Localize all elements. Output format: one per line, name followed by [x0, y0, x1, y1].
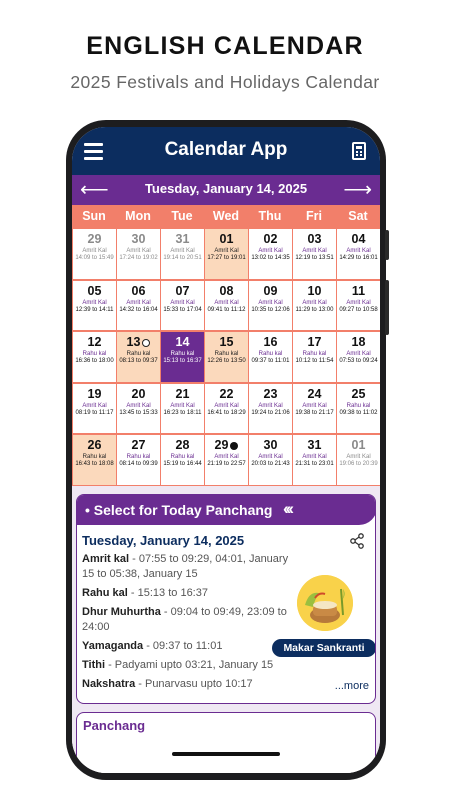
day-period-label: Amrit Kal: [346, 299, 371, 306]
day-period-time: 20:03 to 21:43: [251, 461, 290, 467]
calendar-day-cell[interactable]: [161, 229, 204, 279]
home-indicator[interactable]: [172, 752, 280, 756]
day-period-time: 14:32 to 16:04: [119, 306, 158, 313]
calendar-day-cell[interactable]: [73, 281, 116, 331]
panchang-section-card[interactable]: [76, 712, 376, 773]
calendar-day-cell[interactable]: [73, 384, 116, 434]
day-period-time: 19:06 to 20:39: [339, 461, 378, 467]
day-period-label: Amrit Kal: [170, 299, 195, 306]
panchang-item: Tithi - Padyami upto 03:21, January 15: [82, 659, 274, 671]
day-period-label: Rahu kal: [170, 454, 195, 460]
calendar-day-cell[interactable]: [117, 384, 160, 434]
day-period-time: 08:13 to 09:37: [119, 358, 158, 364]
day-period-time: 11:29 to 13:00: [295, 306, 334, 313]
day-period-time: 16:41 to 18:29: [207, 409, 246, 416]
day-number: 25: [351, 386, 366, 401]
day-period-time: 08:14 to 09:39: [119, 461, 158, 467]
more-link[interactable]: ...more: [334, 680, 369, 692]
day-period-time: 09:37 to 11:01: [251, 358, 290, 364]
arrow-left-icon[interactable]: ⟵: [80, 179, 109, 201]
day-number: 29: [205, 438, 248, 452]
day-period-time: 15:19 to 16:44: [163, 461, 202, 467]
calendar-day-cell[interactable]: [337, 229, 380, 279]
promo-title: ENGLISH CALENDAR: [86, 32, 364, 60]
app-bar: [72, 127, 380, 175]
day-period-label: Rahu kal: [82, 351, 107, 357]
day-period-label: Amrit Kal: [170, 248, 195, 254]
calendar-day-cell[interactable]: [161, 435, 204, 485]
day-number: 03: [307, 232, 322, 246]
calendar-day-cell[interactable]: [337, 384, 380, 434]
day-period-time: 12:19 to 13:51: [295, 255, 334, 261]
day-period-label: Amrit Kal: [82, 402, 107, 409]
calendar-day-cell[interactable]: [117, 435, 160, 485]
day-number: 01: [219, 232, 234, 246]
day-number: 12: [87, 335, 102, 349]
app-screen: [72, 127, 380, 773]
festival-badge[interactable]: Makar Sankranti: [272, 639, 376, 657]
day-period-time: 10:35 to 12:06: [251, 306, 290, 313]
day-number: 08: [219, 283, 234, 298]
calendar-day-cell[interactable]: [249, 384, 292, 434]
day-period-time: 15:33 to 17:04: [163, 306, 202, 313]
calendar-day-cell[interactable]: [293, 384, 336, 434]
day-period-label: Amrit Kal: [302, 402, 327, 409]
weekday-label: Tue: [171, 209, 193, 223]
day-period-label: Amrit Kal: [170, 402, 195, 409]
today-panchang-card[interactable]: [76, 494, 376, 704]
panchang-item: Rahu kal - 15:13 to 16:37: [82, 587, 208, 599]
calendar-day-cell[interactable]: [249, 435, 292, 485]
festival-illustration: [297, 575, 353, 631]
full-moon-icon: [142, 339, 150, 347]
day-number: 27: [131, 438, 146, 452]
panchang-date: Tuesday, January 14, 2025: [82, 533, 245, 548]
promo-subtitle: 2025 Festivals and Holidays Calendar: [70, 72, 380, 92]
day-period-time: 16:36 to 18:00: [75, 358, 114, 364]
app-title: Calendar App: [164, 139, 288, 160]
day-period-label: Rahu kal: [258, 351, 283, 357]
weekday-label: Sat: [348, 209, 368, 223]
weekday-label: Fri: [306, 209, 322, 223]
day-number: 06: [131, 283, 146, 298]
day-number: 30: [263, 438, 278, 452]
calendar-day-cell[interactable]: [249, 281, 292, 331]
calendar-day-cell[interactable]: [205, 384, 248, 434]
day-number: 30: [131, 232, 146, 246]
calendar-day-cell[interactable]: [337, 332, 380, 382]
panchang-item: Yamaganda - 09:37 to 11:01: [82, 640, 223, 652]
day-period-label: Rahu kal: [346, 402, 371, 409]
day-period-label: Amrit Kal: [346, 248, 371, 254]
day-period-time: 09:38 to 11:02: [339, 409, 378, 416]
day-number: 29: [87, 232, 102, 246]
day-period-time: 13:02 to 14:35: [251, 255, 290, 261]
day-number: 05: [87, 283, 102, 298]
panchang-card-header[interactable]: [77, 495, 376, 525]
day-number: 19: [87, 386, 102, 401]
calendar-day-cell[interactable]: [161, 281, 204, 331]
date-navigation-bar: [72, 175, 380, 205]
phone-power-button: [385, 280, 389, 335]
panchang-item: Amrit kal - 07:55 to 09:29, 04:01, January 15 to 05:38, January 15: [82, 553, 289, 580]
day-period-label: Amrit Kal: [214, 402, 239, 409]
calendar-day-cell[interactable]: [73, 229, 116, 279]
day-period-time: 14:29 to 16:01: [339, 255, 378, 261]
day-number: 02: [263, 232, 278, 246]
day-period-time: 16:23 to 18:11: [163, 409, 202, 416]
calendar-day-cell[interactable]: [117, 229, 160, 279]
day-number: 18: [351, 335, 366, 349]
day-period-label: Rahu kal: [214, 351, 239, 357]
day-period-time: 09:27 to 10:58: [339, 306, 378, 313]
double-chevron-left-icon: ‹‹‹: [283, 499, 291, 518]
day-number: 21: [175, 386, 190, 401]
day-period-label: Amrit Kal: [258, 299, 283, 306]
day-number: 10: [307, 283, 322, 298]
day-period-time: 12:26 to 13:50: [207, 358, 246, 364]
calendar-day-cell[interactable]: [293, 435, 336, 485]
day-period-label: Amrit Kal: [82, 248, 107, 254]
day-number: 16: [263, 335, 278, 349]
day-period-time: 14:09 to 15:49: [75, 255, 114, 261]
calendar-day-cell[interactable]: [249, 229, 292, 279]
calendar-day-cell[interactable]: [205, 229, 248, 279]
day-period-label: Amrit Kal: [346, 454, 371, 460]
day-period-label: Amrit Kal: [302, 299, 327, 306]
calendar-day-cell[interactable]: [337, 435, 380, 485]
panchang-item: Nakshatra - Punarvasu upto 10:17: [82, 678, 253, 690]
day-number: 01: [351, 438, 366, 452]
day-period-label: Amrit Kal: [346, 351, 371, 357]
day-number: 31: [175, 232, 190, 246]
day-period-time: 21:19 to 22:57: [207, 461, 246, 467]
day-number: 28: [175, 438, 190, 452]
day-number: 20: [131, 386, 146, 401]
new-moon-icon: [230, 442, 238, 450]
day-period-time: 10:12 to 11:54: [295, 358, 334, 364]
calendar-day-cell[interactable]: [293, 332, 336, 382]
day-period-time: 07:53 to 09:24: [339, 358, 378, 364]
phone-volume-button: [385, 230, 389, 260]
day-period-label: Amrit Kal: [302, 454, 327, 460]
calendar-day-cell[interactable]: [337, 281, 380, 331]
day-period-label: Amrit Kal: [214, 454, 239, 460]
day-period-label: Amrit Kal: [258, 248, 283, 254]
day-period-label: Rahu kal: [126, 454, 151, 460]
calendar-day-cell[interactable]: [73, 332, 116, 382]
weekday-label: Wed: [212, 209, 240, 223]
calendar-day-cell[interactable]: [161, 384, 204, 434]
panchang-panel: [72, 486, 380, 773]
weekday-label: Thu: [258, 209, 282, 223]
panchang-item: Dhur Muhurtha - 09:04 to 09:49, 23:09 to 24:00: [82, 606, 287, 633]
day-number: 22: [219, 386, 234, 401]
share-icon[interactable]: [349, 533, 365, 554]
weekday-label: Mon: [125, 209, 151, 223]
day-period-time: 13:45 to 15:33: [119, 409, 158, 416]
day-period-label: Amrit Kal: [214, 299, 239, 306]
calendar-day-cell[interactable]: [205, 332, 248, 382]
day-number: 13: [117, 335, 160, 349]
day-number: 14: [175, 335, 190, 349]
day-period-label: Amrit Kal: [258, 454, 283, 460]
day-period-time: 17:27 to 19:01: [207, 255, 246, 261]
arrow-right-icon[interactable]: ⟶: [343, 179, 372, 201]
day-number: 31: [307, 438, 322, 452]
day-period-label: Amrit Kal: [126, 402, 151, 409]
day-number: 11: [351, 283, 366, 298]
day-period-time: 12:39 to 14:11: [75, 306, 114, 313]
calendar-day-cell[interactable]: [293, 229, 336, 279]
day-period-time: 16:43 to 18:08: [75, 461, 114, 467]
day-period-label: Amrit Kal: [126, 248, 151, 254]
panchang-details-list: [82, 552, 292, 696]
day-number: 26: [87, 438, 102, 452]
calendar-day-cell[interactable]: [117, 332, 160, 382]
day-period-time: 09:41 to 11:12: [207, 306, 246, 313]
day-period-label: Amrit Kal: [126, 299, 151, 306]
calendar-day-cell[interactable]: [293, 281, 336, 331]
day-number: 07: [175, 283, 190, 298]
day-period-time: 21:31 to 23:01: [295, 461, 334, 467]
day-period-label: Amrit Kal: [258, 402, 283, 409]
day-number: 23: [263, 386, 278, 401]
day-period-time: 19:38 to 21:17: [295, 409, 334, 416]
day-period-label: Rahu kal: [302, 351, 327, 357]
bullet-icon: •: [85, 502, 90, 518]
weekday-header: [72, 205, 380, 228]
calendar-grid: [72, 228, 380, 486]
calculator-icon[interactable]: [352, 142, 366, 160]
day-number: 17: [307, 335, 322, 349]
day-period-label: Amrit Kal: [302, 248, 327, 254]
day-number: 24: [307, 386, 322, 401]
weekday-label: Sun: [82, 209, 106, 223]
calendar-day-cell[interactable]: [117, 281, 160, 331]
day-period-label: Rahu kal: [82, 454, 107, 460]
day-number: 15: [219, 335, 234, 349]
day-period-time: 08:19 to 11:17: [75, 409, 114, 416]
selected-date-title[interactable]: Tuesday, January 14, 2025: [144, 181, 308, 196]
day-number: 04: [351, 232, 366, 246]
day-period-time: 17:24 to 19:02: [119, 255, 158, 261]
day-period-label: Rahu kal: [170, 351, 195, 357]
calendar-day-cell[interactable]: [161, 332, 204, 382]
calendar-day-cell[interactable]: [205, 435, 248, 485]
day-number: 09: [263, 283, 278, 298]
panchang-section-title: Panchang: [83, 718, 146, 733]
calendar-day-cell[interactable]: [205, 281, 248, 331]
day-period-label: Amrit Kal: [214, 248, 239, 254]
calendar-day-cell[interactable]: [249, 332, 292, 382]
panchang-card-header-label: Select for Today Panchang: [93, 502, 273, 518]
day-period-time: 19:14 to 20:51: [163, 255, 202, 261]
day-period-label: Rahu kal: [126, 351, 151, 357]
day-period-time: 19:24 to 21:06: [251, 409, 290, 416]
calendar-day-cell[interactable]: [73, 435, 116, 485]
day-period-label: Amrit Kal: [82, 299, 107, 306]
day-period-time: 15:13 to 16:37: [163, 358, 202, 364]
